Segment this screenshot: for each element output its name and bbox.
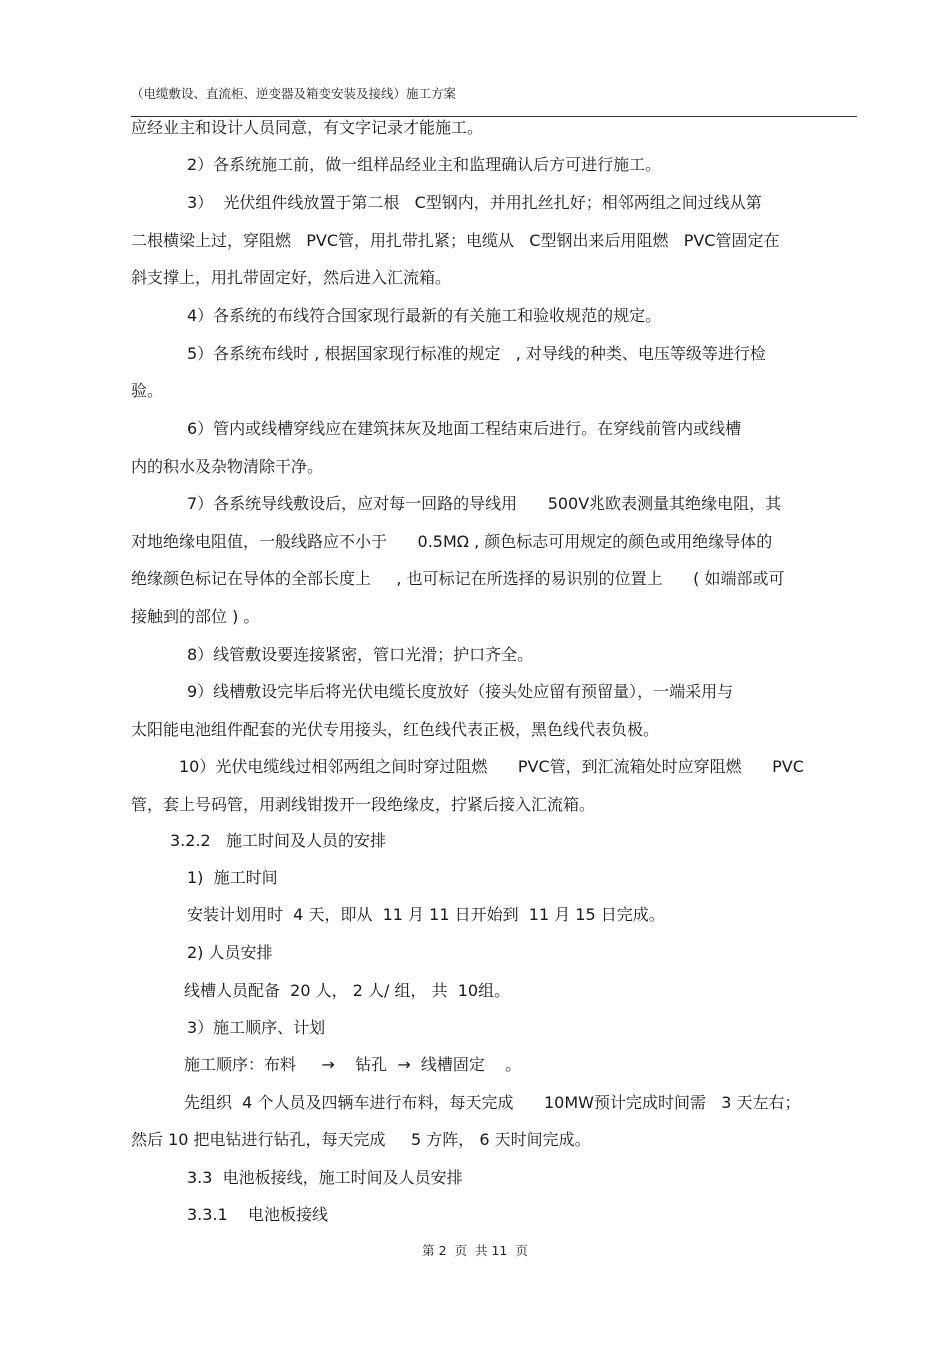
body-line: 太阳能电池组件配套的光伏专用接头，红色线代表正极，黑色线代表负极。: [131, 720, 660, 739]
header-divider: [131, 116, 857, 117]
body-line: 然后 10 把电钻进行钻孔，每天完成 5 方阵， 6 天时间完成。: [131, 1130, 591, 1149]
body-line: 3） 光伏组件线放置于第二根 C型钢内，并用扎丝扎好；相邻两组之间过线从第: [187, 193, 762, 212]
body-line: 2）各系统施工前，做一组样品经业主和监理确认后方可进行施工。: [187, 155, 662, 174]
section-heading: 3.3.1 电池板接线: [187, 1205, 329, 1224]
subheading: 1) 施工时间: [187, 868, 278, 887]
body-line: 线槽人员配备 20 人， 2 人/ 组， 共 10组。: [184, 981, 511, 1000]
body-line: 斜支撑上，用扎带固定好，然后进入汇流箱。: [131, 268, 452, 287]
body-line: 10）光伏电缆线过相邻两组之间时穿过阻燃 PVC管，到汇流箱处时应穿阻燃 PVC: [179, 757, 804, 776]
body-line: 管，套上号码管，用剥线钳拨开一段绝缘皮，拧紧后接入汇流箱。: [131, 795, 596, 814]
body-line: 绝缘颜色标记在导体的全部长度上 , 也可标记在所选择的易识别的位置上 ( 如端部或可: [131, 569, 785, 588]
page-footer: 第 2 页 共 11 页: [422, 1243, 528, 1258]
body-line: 对地绝缘电阻值，一般线路应不小于 0.5MΩ , 颜色标志可用规定的颜色或用绝缘导体的: [131, 532, 773, 551]
body-line: 应经业主和设计人员同意，有文字记录才能施工。: [131, 118, 484, 137]
body-line: 二根横梁上过，穿阻燃 PVC管，用扎带扎紧；电缆从 C型钢出来后用阻燃 PVC管固定在: [131, 231, 780, 250]
section-heading: 3.3 电池板接线，施工时间及人员安排: [187, 1168, 463, 1187]
body-line: 验。: [131, 381, 164, 400]
body-line: 6）管内或线槽穿线应在建筑抹灰及地面工程结束后进行。在穿线前管内或线槽: [187, 419, 742, 438]
body-line: 8）线管敷设要连接紧密，管口光滑；护口齐全。: [187, 645, 534, 664]
body-line: 先组织 4 个人员及四辆车进行布料，每天完成 10MW预计完成时间需 3 天左右；: [184, 1093, 801, 1112]
body-line: 4）各系统的布线符合国家现行最新的有关施工和验收规范的规定。: [187, 306, 662, 325]
body-line: 安装计划用时 4 天，即从 11 月 11 日开始到 11 月 15 日完成。: [187, 905, 665, 924]
body-line: 7）各系统导线敷设后，应对每一回路的导线用 500V兆欧表测量其绝缘电阻，其: [187, 494, 782, 513]
section-heading: 3.2.2 施工时间及人员的安排: [170, 831, 386, 850]
subheading: 3）施工顺序、计划: [187, 1018, 326, 1037]
subheading: 2) 人员安排: [187, 943, 273, 962]
body-line: 9）线槽敷设完毕后将光伏电缆长度放好（接头处应留有预留量），一端采用与: [187, 682, 734, 701]
body-line: 接触到的部位 ) 。: [131, 607, 260, 626]
body-line: 施工顺序：布料 → 钻孔 → 线槽固定 。: [184, 1055, 522, 1074]
page-header: （电缆敷设、直流柜、逆变器及箱变安装及接线）施工方案: [131, 86, 457, 101]
body-line: 5）各系统布线时 , 根据国家现行标准的规定 , 对导线的种类、电压等级等进行检: [187, 344, 766, 363]
body-line: 内的积水及杂物清除干净。: [131, 457, 324, 476]
